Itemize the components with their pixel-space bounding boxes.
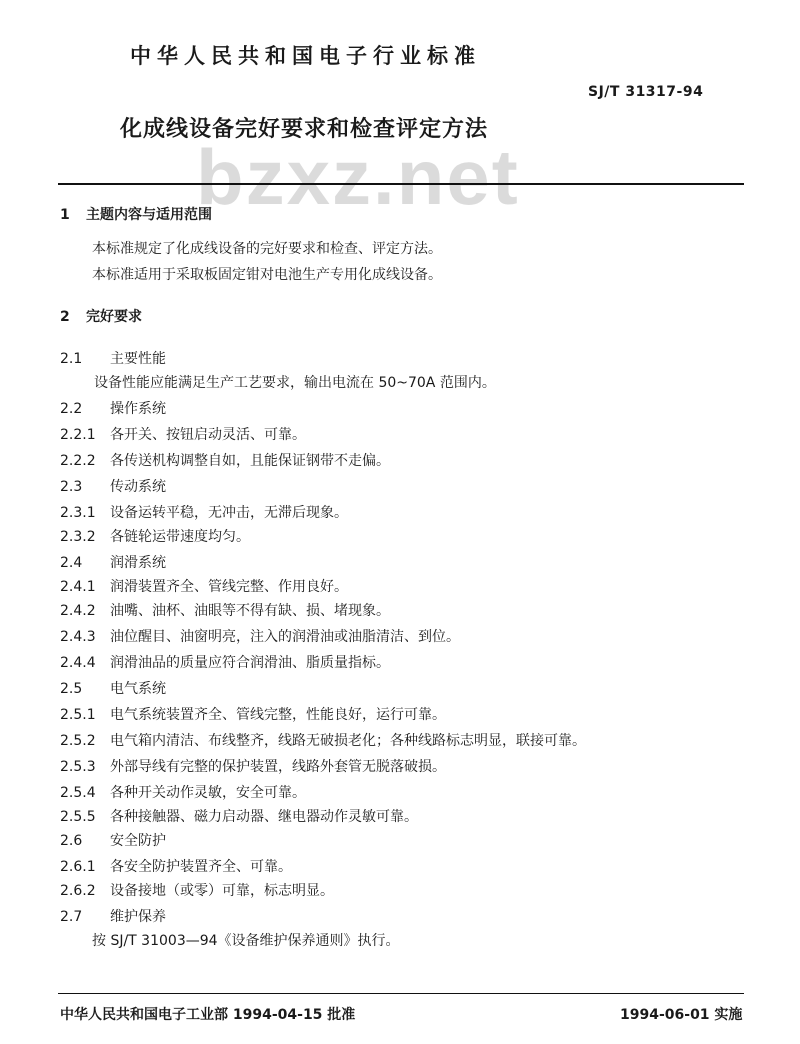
clause-text: 各链轮运带速度均匀。 (110, 529, 250, 545)
clause-text (92, 266, 442, 284)
standard-code: SJ/T 31317-94 (588, 84, 704, 100)
clause-number: 2.6 (60, 833, 83, 849)
clause-number: 2.5.5 (60, 809, 96, 825)
clause-text: 各种接触器、磁力启动器、继电器动作灵敏可靠。 (110, 809, 418, 825)
clause-2-4-4 (60, 654, 390, 672)
clause-text (94, 374, 496, 392)
clause-text: 设备性能应能满足生产工艺要求，输出电流在 50~70A 范围内。 (94, 375, 496, 391)
clause-text: 油嘴、油杯、油眼等不得有缺、损、堵现象。 (110, 603, 390, 619)
clause-2-7 (60, 908, 166, 926)
clause-2-6-2 (60, 882, 334, 900)
clause-text: 维护保养 (110, 909, 166, 925)
clause-2-4-3 (60, 628, 460, 646)
clause-2-5-4 (60, 784, 306, 802)
clause-2-4-2 (60, 602, 390, 620)
clause-2 (60, 308, 142, 326)
clause-number: 2.4.2 (60, 603, 96, 619)
clause-2-2-1 (60, 426, 306, 444)
clause-number: 2.6.2 (60, 883, 96, 899)
clause-number: 2.2.2 (60, 453, 96, 469)
clause-text: 主题内容与适用范围 (86, 207, 212, 223)
org-title: 中华人民共和国电子行业标准 (130, 44, 481, 68)
clause-2-2 (60, 400, 166, 418)
clause-text (92, 932, 400, 950)
clause-number: 2.3 (60, 479, 83, 495)
clause-2-5-2 (60, 732, 586, 750)
clause-2-5-5 (60, 808, 418, 826)
clause-2-2-2 (60, 452, 390, 470)
clause-text: 传动系统 (110, 479, 166, 495)
clause-2-3-1 (60, 504, 348, 522)
clause-text: 电气箱内清洁、布线整齐，线路无破损老化；各种线路标志明显，联接可靠。 (110, 733, 586, 749)
clause-text: 电气系统装置齐全、管线完整，性能良好，运行可靠。 (110, 707, 446, 723)
clause-text: 安全防护 (110, 833, 166, 849)
clause-2-3 (60, 478, 166, 496)
clause-text: 设备接地（或零）可靠，标志明显。 (110, 883, 334, 899)
clause-2-4 (60, 554, 166, 572)
clause-text: 各安全防护装置齐全、可靠。 (110, 859, 292, 875)
clause-text: 主要性能 (110, 351, 166, 367)
effective-date: 1994-06-01 实施 (620, 1007, 743, 1023)
clause-1 (60, 206, 212, 224)
clause-2-3-2 (60, 528, 250, 546)
clause-2-6 (60, 832, 166, 850)
clause-number: 2.2.1 (60, 427, 96, 443)
clause-text: 电气系统 (110, 681, 166, 697)
clause-2-5-3 (60, 758, 446, 776)
clause-number: 2 (60, 309, 70, 325)
clause-number: 2.5 (60, 681, 83, 697)
clause-number: 2.3.1 (60, 505, 96, 521)
clause-2-6-1 (60, 858, 292, 876)
clause-text: 操作系统 (110, 401, 166, 417)
bottom-rule (58, 993, 744, 994)
top-rule (58, 183, 744, 185)
clause-text: 设备运转平稳，无冲击，无滞后现象。 (110, 505, 348, 521)
clause-number: 2.6.1 (60, 859, 96, 875)
clause-text: 外部导线有完整的保护装置，线路外套管无脱落破损。 (110, 759, 446, 775)
clause-text: 润滑系统 (110, 555, 166, 571)
clause-text: 按 SJ/T 31003—94《设备维护保养通则》执行。 (92, 933, 400, 949)
clause-text: 各传送机构调整自如，且能保证钢带不走偏。 (110, 453, 390, 469)
clause-2-5-1 (60, 706, 446, 724)
watermark: bzxz.net (196, 133, 520, 221)
clause-text: 润滑油品的质量应符合润滑油、脂质量指标。 (110, 655, 390, 671)
clause-number: 2.1 (60, 351, 83, 367)
clause-2-5 (60, 680, 166, 698)
clause-number: 2.4.1 (60, 579, 96, 595)
clause-number: 2.7 (60, 909, 83, 925)
document-title: 化成线设备完好要求和检查评定方法 (120, 117, 489, 142)
clause-text: 本标准规定了化成线设备的完好要求和检查、评定方法。 (92, 241, 442, 257)
clause-text: 本标准适用于采取板固定钳对电池生产专用化成线设备。 (92, 267, 442, 283)
clause-number: 1 (60, 207, 70, 223)
clause-number: 2.5.4 (60, 785, 96, 801)
clause-number: 2.4 (60, 555, 83, 571)
approval-line: 中华人民共和国电子工业部 1994-04-15 批准 (60, 1007, 356, 1023)
clause-number: 2.4.3 (60, 629, 96, 645)
clause-number: 2.5.2 (60, 733, 96, 749)
clause-text (92, 240, 442, 258)
clause-text: 润滑装置齐全、管线完整、作用良好。 (110, 579, 348, 595)
clause-text: 各种开关动作灵敏，安全可靠。 (110, 785, 306, 801)
clause-number: 2.5.3 (60, 759, 96, 775)
clause-number: 2.4.4 (60, 655, 96, 671)
clause-text: 各开关、按钮启动灵活、可靠。 (110, 427, 306, 443)
clause-number: 2.3.2 (60, 529, 96, 545)
clause-2-1 (60, 350, 166, 368)
clause-number: 2.5.1 (60, 707, 96, 723)
clause-number: 2.2 (60, 401, 83, 417)
clause-2-4-1 (60, 578, 348, 596)
clause-text: 完好要求 (86, 309, 142, 325)
clause-text: 油位醒目、油窗明亮，注入的润滑油或油脂清洁、到位。 (110, 629, 460, 645)
